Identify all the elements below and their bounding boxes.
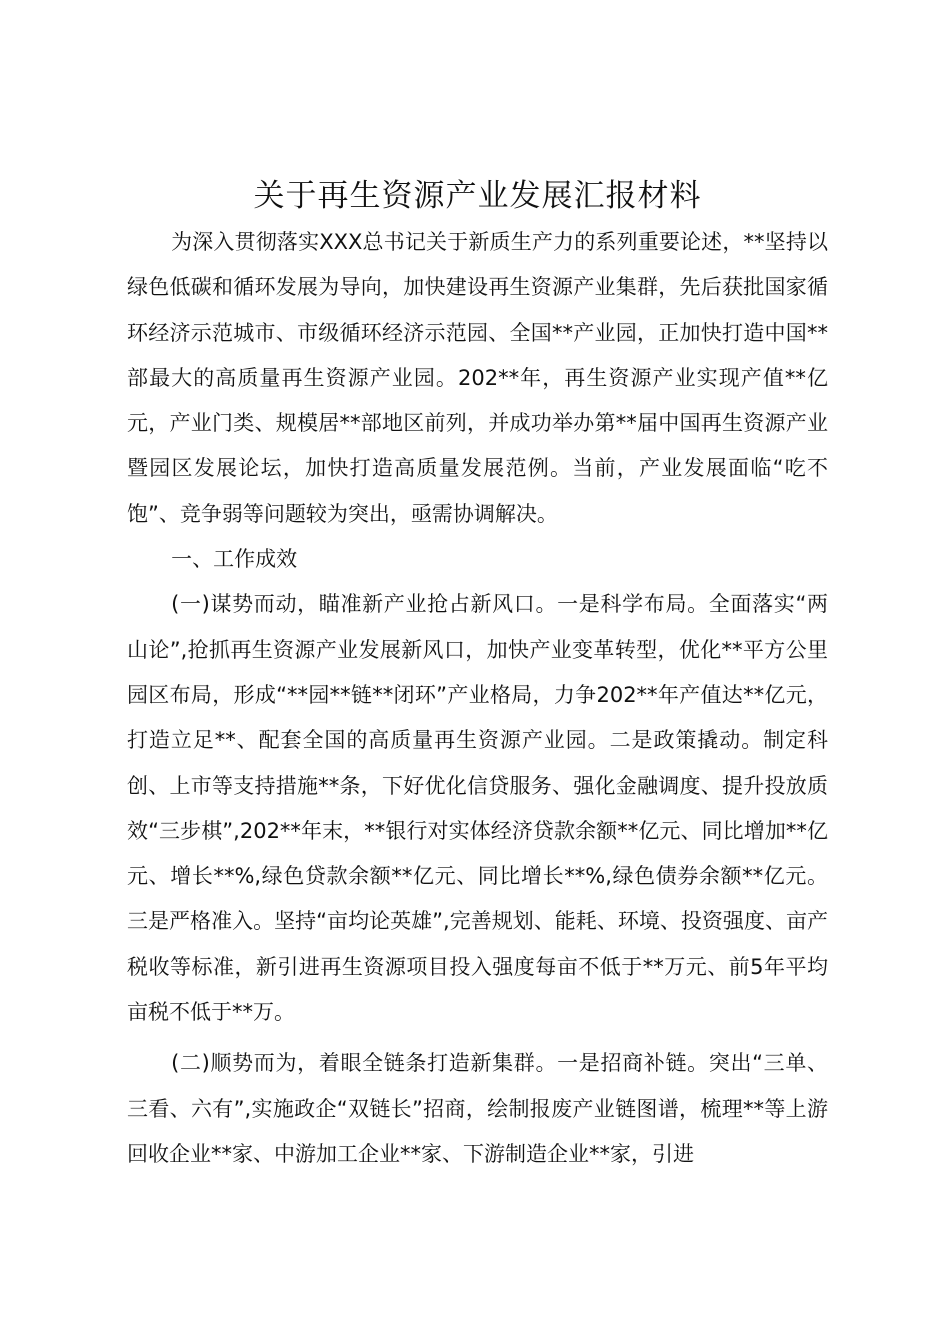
paragraph-strategy: (一)谋势而动，瞄准新产业抢占新风口。一是科学布局。全面落实“两山论”,抢抓再生资源产业发展新风口，加快产业变革转型，优化**平方公里园区布局，形成“**园**链**闭环”产业格局，力争202**年产值达**亿元，打造立足**、配套全国的高质量再生资源产业园。二是政策撬动。制定科创、上市等支持措施**条，下好优化信贷服务、强化金融调度、提升投放质效“三步棋”,202**年末，**银行对实体经济贷款余额**亿元、同比增加**亿元、增长**%,绿色贷款余额**亿元、同比增长**%,绿色债券余额**亿元。三是严格准入。坚持“亩均论英雄”,完善规划、能耗、环境、投资强度、亩产税收等标准，新引进再生资源项目投入强度每亩不低于**万元、前5年平均亩税不低于**万。 <box>127 592 828 1025</box>
document-title: 关于再生资源产业发展汇报材料 <box>253 178 702 214</box>
intro-paragraph: 为深入贯彻落实XXX总书记关于新质生产力的系列重要论述，**坚持以绿色低碳和循环发展为导向，加快建设再生资源产业集群，先后获批国家循环经济示范城市、市级循环经济示范园、全国**产业园，正加快打造中国**部最大的高质量再生资源产业园。202**年，再生资源产业实现产值**亿元，产业门类、规模居**部地区前列，并成功举办第**届中国再生资源产业暨园区发展论坛，加快打造高质量发展范例。当前，产业发展面临“吃不饱”、竞争弱等问题较为突出，亟需协调解决。 <box>127 230 828 526</box>
document-body <box>127 172 828 1177</box>
paragraph-industry-chain: (二)顺势而为，着眼全链条打造新集群。一是招商补链。突出“三单、三看、六有”,实施政企“双链长”招商，绘制报废产业链图谱，梳理**等上游回收企业**家、中游加工企业**家、下游制造企业**家，引进 <box>127 1051 828 1166</box>
section-heading-achievements: 一、工作成效 <box>171 547 298 572</box>
